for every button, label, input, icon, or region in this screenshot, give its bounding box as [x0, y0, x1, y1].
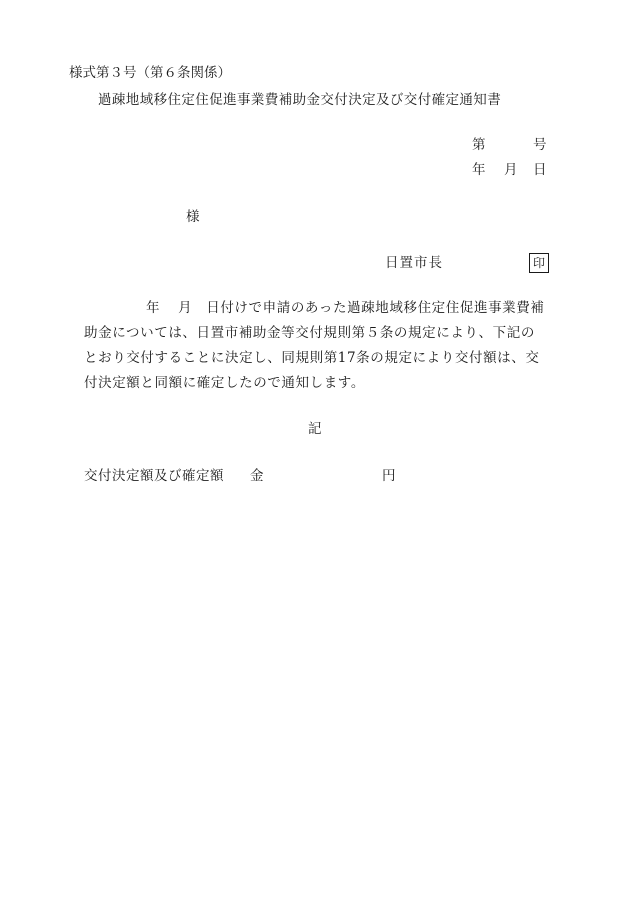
body-month-label: 月: [178, 300, 193, 316]
document-title: 過疎地域移住定住促進事業費補助金交付決定及び交付確定通知書: [98, 92, 502, 108]
body-line-4: 付決定額と同額に確定したので通知します。: [84, 375, 365, 391]
amount-label: 交付決定額及び確定額: [84, 468, 224, 484]
document-number-suffix: 号: [533, 137, 547, 153]
body-line-2: 助金については、日置市補助金等交付規則第５条の規定により、下記の: [84, 325, 535, 341]
seal-stamp-box: 印: [529, 253, 549, 273]
date-month-label: 月: [504, 162, 518, 178]
document-number-prefix: 第: [472, 137, 486, 153]
amount-kin-label: 金: [250, 468, 264, 484]
date-day-label: 日: [533, 162, 547, 178]
form-number-label: 様式第３号（第６条関係）: [69, 65, 231, 81]
body-line-1-text: 日付けで申請のあった過疎地域移住定住促進事業費補: [206, 300, 545, 316]
addressee-honorific: 様: [186, 209, 200, 225]
issuer-name: 日置市長: [385, 255, 443, 271]
body-line-3: とおり交付することに決定し、同規則第17条の規定により交付額は、交: [84, 350, 540, 366]
date-year-label: 年: [472, 162, 486, 178]
body-line-1: [84, 302, 544, 316]
ki-heading: 記: [308, 421, 322, 437]
body-year-label: 年: [146, 300, 161, 316]
amount-yen-label: 円: [382, 468, 396, 484]
